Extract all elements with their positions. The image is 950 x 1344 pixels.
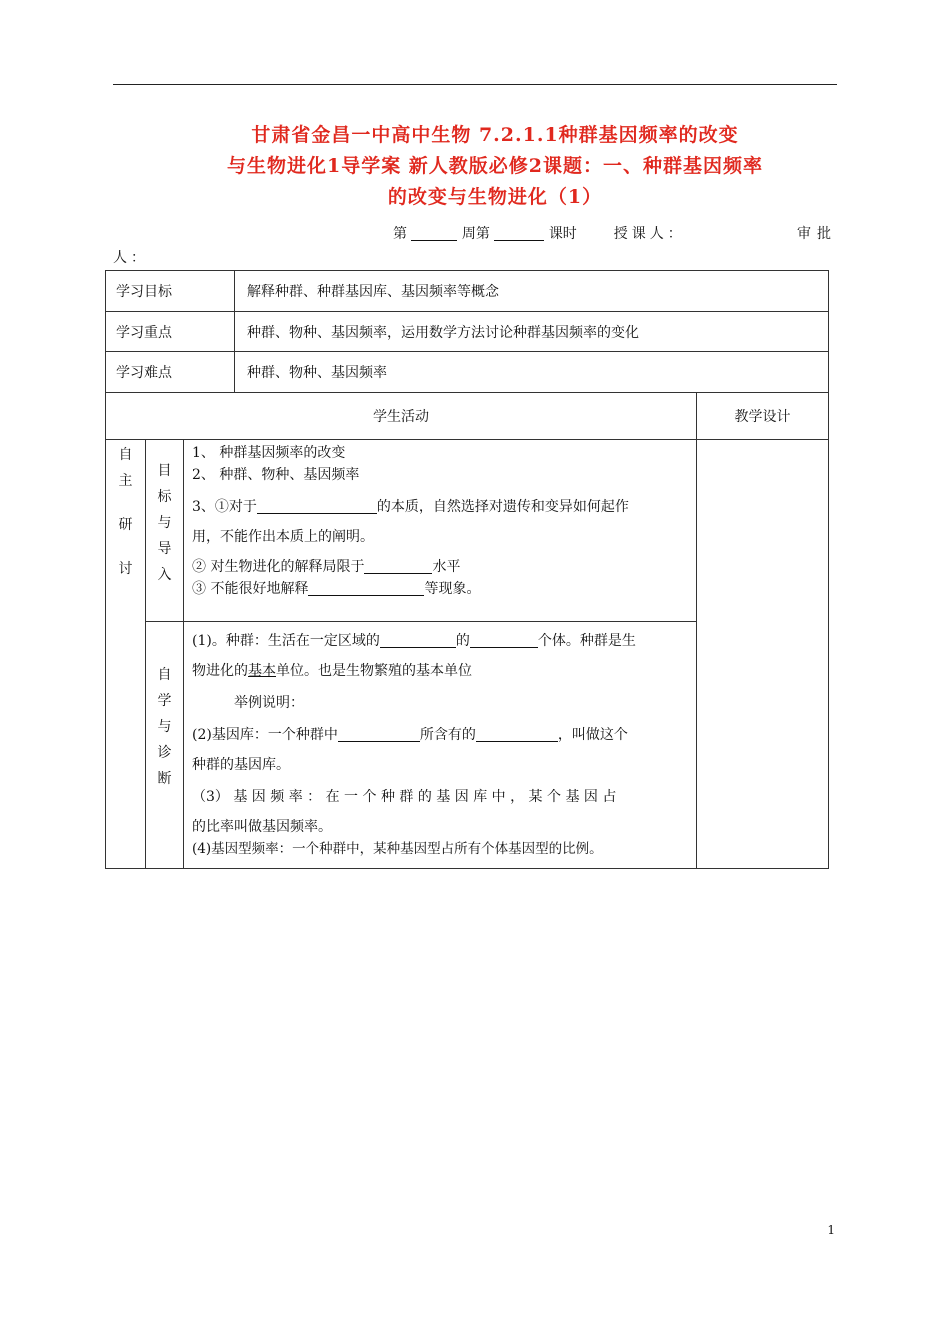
blank-level[interactable] (364, 557, 432, 574)
document-title (150, 120, 840, 213)
side-char: 讨 (118, 561, 133, 577)
intro-line-1: 1、 种群基因频率的改变 (192, 445, 346, 461)
focus-label: 学习重点 (105, 311, 235, 352)
intro-line-6b: 等现象。 (424, 581, 481, 597)
study-p4a: (2)基因库：一个种群中 (192, 727, 338, 743)
top-rule (113, 84, 837, 85)
study-p1c: 个体。种群是生 (537, 633, 636, 649)
meta-zhou: 周第 (461, 226, 490, 242)
intro-line-6a: ③ 不能很好地解释 (192, 581, 309, 597)
study-p1a: (1)。种群：生活在一定区域的 (192, 633, 380, 649)
focus-value: 种群、物种、基因频率，运用数学方法讨论种群基因频率的变化 (234, 311, 829, 352)
intro-line-5a: ② 对生物进化的解释局限于 (192, 559, 365, 575)
zizhu-yantao-cell (105, 439, 146, 869)
teaching-design-cell[interactable] (696, 439, 829, 869)
side-char: 自 (157, 667, 172, 683)
blank-same[interactable] (380, 631, 456, 648)
study-p8: (4)基因型频率：一个种群中，某种基因型占所有个体基因型的比例。 (192, 841, 603, 857)
side-char: 与 (157, 515, 172, 531)
side-char: 断 (157, 771, 172, 787)
section-goal-intro (183, 439, 697, 622)
meta-di: 第 (393, 226, 407, 242)
side-char: 研 (118, 517, 133, 533)
side-char: 自 (118, 447, 133, 463)
intro-line-4: 用，不能作出本质上的阐明。 (192, 529, 374, 545)
teaching-design-header: 教学设计 (696, 392, 829, 440)
study-p3: 举例说明： (234, 695, 304, 711)
title-line-2: 与生物进化1导学案 新人教版必修2课题：一、种群基因频率 (226, 155, 764, 177)
blank-species[interactable] (470, 631, 538, 648)
week-blank[interactable] (411, 224, 457, 241)
meta-shouke: 授课人： (613, 226, 686, 242)
study-p2a: 物进化的 (192, 663, 248, 679)
meta-ren: 人： (113, 250, 149, 266)
page-number: 1 (827, 1223, 835, 1237)
intro-line-5b: 水平 (432, 559, 461, 575)
title-line-3: 的改变与生物进化（1） (387, 186, 603, 208)
period-blank[interactable] (494, 224, 544, 241)
section-self-study (183, 621, 697, 869)
blank-all-individuals[interactable] (338, 725, 420, 742)
lesson-meta (113, 222, 837, 270)
intro-line-3b: 的本质，自然选择对遗传和变异如何起作 (376, 499, 629, 515)
meta-keshi: 课时 (548, 226, 577, 242)
study-p1b: 的 (455, 633, 470, 649)
goal-value: 解释种群、种群基因库、基因频率等概念 (234, 270, 829, 312)
blank-essence[interactable] (257, 497, 377, 514)
study-p6: （3） 基 因 频 率 ： 在 一 个 种 群 的 基 因 库 中 ， 某 个 基 因 占 (192, 789, 617, 805)
study-p4b: 所含有的 (419, 727, 476, 743)
side-char: 学 (157, 693, 172, 709)
study-p2b: 基本 (248, 663, 276, 679)
side-char: 入 (157, 567, 172, 583)
intro-line-3a: 3、①对于 (192, 499, 257, 515)
side-char: 主 (118, 473, 133, 489)
blank-phenomena[interactable] (308, 579, 424, 596)
zixue-zhenduan-cell (145, 621, 184, 869)
intro-line-2: 2、 种群、物种、基因频率 (192, 467, 360, 483)
goal-label: 学习目标 (105, 270, 235, 312)
side-char: 导 (157, 541, 172, 557)
difficulty-value: 种群、物种、基因频率 (234, 351, 829, 393)
side-char: 目 (157, 463, 172, 479)
blank-all-genes[interactable] (476, 725, 558, 742)
side-char: 与 (157, 719, 172, 735)
study-p4c: ，叫做这个 (557, 727, 628, 743)
meta-shenpi: 审批 (797, 226, 837, 242)
side-char: 诊 (157, 745, 172, 761)
mubiao-daoru-cell (145, 439, 184, 622)
title-line-1: 甘肃省金昌一中高中生物 7.2.1.1种群基因频率的改变 (251, 124, 739, 146)
side-char: 标 (157, 489, 172, 505)
student-activity-header: 学生活动 (105, 392, 697, 440)
study-p5: 种群的基因库。 (192, 757, 290, 773)
study-p2c: 单位。也是生物繁殖的基本单位 (276, 663, 472, 679)
difficulty-label: 学习难点 (105, 351, 235, 393)
study-p7: 的比率叫做基因频率。 (192, 819, 332, 835)
